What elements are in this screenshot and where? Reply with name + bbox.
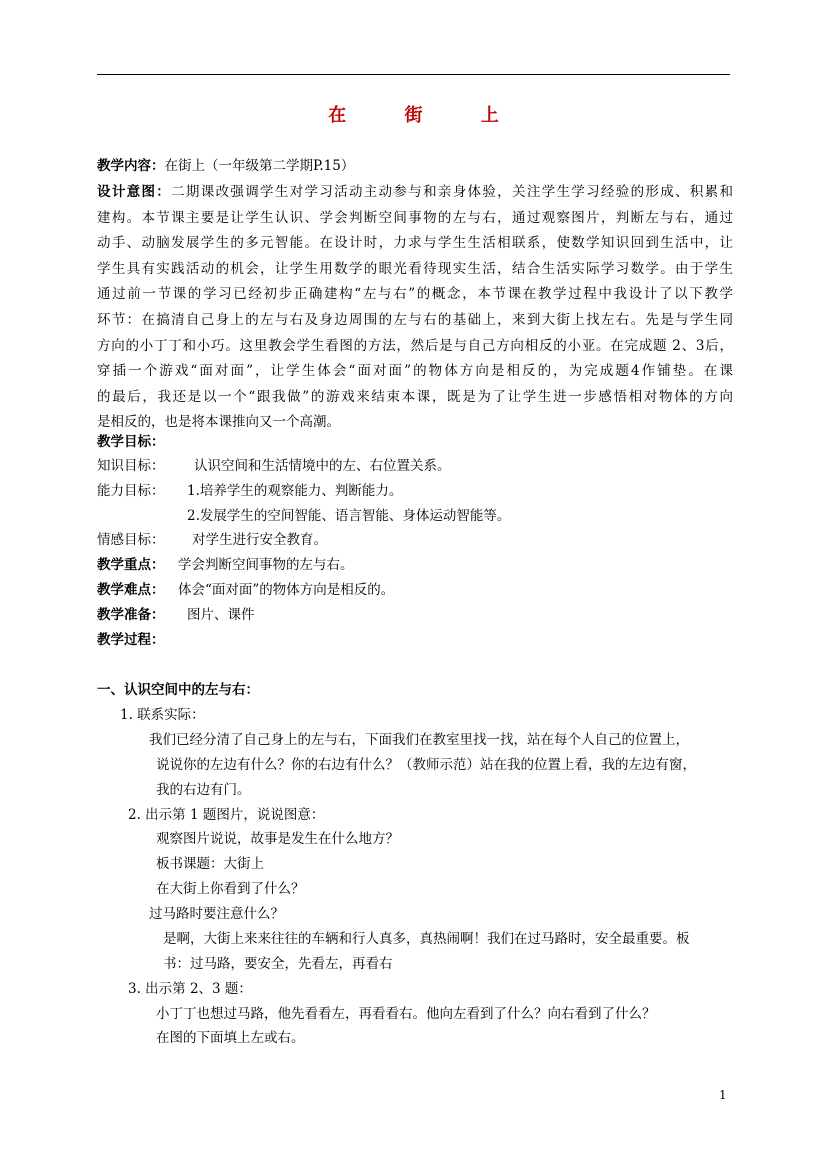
ability-label: 能力目标： bbox=[97, 483, 165, 499]
section-1-item-2-label: 2. 出示第 1 题图片，说说图意： bbox=[128, 807, 325, 823]
ability-item-2: 2.发展学生的空间智能、语言智能、身体运动智能等。 bbox=[187, 508, 511, 524]
section-1-item-2-answer: 书：过马路，要安全，先看左，再看右 bbox=[163, 956, 393, 972]
design-line: 建构。本节课主要是让学生认识、学会判断空间事物的左与右，通过观察图片，判断左与右，通过 bbox=[97, 209, 733, 226]
design-line-text: 二期课改强调学生对学习活动主动参与和亲身体验，关注学生学习经验的形成、积累和 bbox=[171, 184, 734, 200]
section-1-item-3-label: 3. 出示第 2、3 题： bbox=[128, 981, 252, 997]
emotion-text: 对学生进行安全教育。 bbox=[192, 532, 327, 548]
section-1-heading: 一、认识空间中的左与右： bbox=[97, 682, 259, 698]
design-label: 设计意图： bbox=[97, 184, 172, 200]
emotion-label: 情感目标： bbox=[97, 532, 165, 548]
design-line: 动手、动脑发展学生的多元智能。在设计时，力求与学生生活相联系，使数学知识回到生活中，让 bbox=[97, 235, 733, 252]
page-number: 1 bbox=[719, 1088, 727, 1102]
content-text: 在街上（一年级第二学期P.15） bbox=[164, 158, 355, 174]
section-1-item-2-question: 过马路时要注意什么？ bbox=[149, 906, 284, 922]
key-point-row bbox=[97, 556, 354, 574]
preparation-text: 图片、课件 bbox=[187, 607, 255, 623]
design-line: 穿插一个游戏“面对面”，让学生体会“面对面”的物体方向是相反的，为完成题4作铺垫。在课 bbox=[97, 363, 733, 380]
key-point-label: 教学重点： bbox=[97, 557, 165, 573]
section-1-item-2-question: 在大街上你看到了什么？ bbox=[156, 881, 305, 897]
design-line: 的最后，我还是以一个“跟我做”的游戏来结束本课，既是为了让学生进一步感悟相对物体的方向 bbox=[97, 388, 733, 405]
process-label: 教学过程： bbox=[97, 632, 165, 648]
knowledge-text: 认识空间和生活情境中的左、右位置关系。 bbox=[194, 458, 451, 474]
section-1-item-3-text: 小丁丁也想过马路，他先看看左，再看看右。他向左看到了什么？向右看到了什么？ bbox=[156, 1006, 656, 1022]
ability-row bbox=[97, 482, 403, 500]
knowledge-row bbox=[97, 457, 451, 475]
content-label: 教学内容： bbox=[97, 158, 165, 174]
preparation-label: 教学准备： bbox=[97, 607, 165, 623]
design-line: 是相反的，也是将本课推向又一个高潮。 bbox=[97, 414, 340, 431]
key-point-text: 学会判断空间事物的左与右。 bbox=[178, 557, 354, 573]
section-1-item-1-text: 说说你的左边有什么？你的右边有什么？（教师示范）站在我的位置上看，我的左边有窗， bbox=[156, 757, 696, 773]
section-1-item-3-text: 在图的下面填上左或右。 bbox=[156, 1030, 305, 1046]
difficulty-text: 体会“面对面”的物体方向是相反的。 bbox=[178, 582, 395, 598]
section-1-item-1-label: 1. 联系实际： bbox=[120, 707, 205, 723]
design-line: 方向的小丁丁和小巧。这里教会学生看图的方法，然后是与自己方向相反的小亚。在完成题 2、3后， bbox=[97, 337, 733, 354]
difficulty-row bbox=[97, 581, 395, 599]
header-rule bbox=[97, 74, 730, 75]
design-paragraph bbox=[97, 180, 733, 436]
emotion-row bbox=[97, 531, 327, 549]
section-1-item-1-text: 我们已经分清了自己身上的左与右，下面我们在教室里找一找，站在每个人自己的位置上， bbox=[149, 732, 689, 748]
design-line: 环节：在搞清自己身上的左与右及身边周围的左与右的基础上，来到大街上找左右。先是与学生同 bbox=[97, 311, 733, 328]
section-1-item-2-question: 观察图片说说，故事是发生在什么地方？ bbox=[156, 831, 399, 847]
content-row bbox=[97, 157, 354, 175]
design-line bbox=[97, 180, 733, 206]
section-1-item-2-question: 板书课题：大街上 bbox=[156, 856, 264, 872]
section-1-item-2-answer: 是啊，大街上来来往往的车辆和行人真多，真热闹啊！我们在过马路时，安全最重要。板 bbox=[163, 931, 690, 947]
section-1-item-1-text: 我的右边有门。 bbox=[156, 782, 251, 798]
design-line: 学生具有实践活动的机会，让学生用数学的眼光看待现实生活，结合生活实际学习数学。由于学生 bbox=[97, 260, 733, 277]
preparation-row bbox=[97, 606, 255, 624]
objectives-label: 教学目标： bbox=[97, 434, 165, 450]
page-title: 在 街 上 bbox=[328, 105, 525, 126]
ability-item-1: 1.培养学生的观察能力、判断能力。 bbox=[187, 483, 403, 499]
difficulty-label: 教学难点： bbox=[97, 582, 165, 598]
design-line: 通过前一节课的学习已经初步正确建构“左与右”的概念，本节课在教学过程中我设计了以下教学 bbox=[97, 286, 733, 303]
knowledge-label: 知识目标： bbox=[97, 458, 165, 474]
